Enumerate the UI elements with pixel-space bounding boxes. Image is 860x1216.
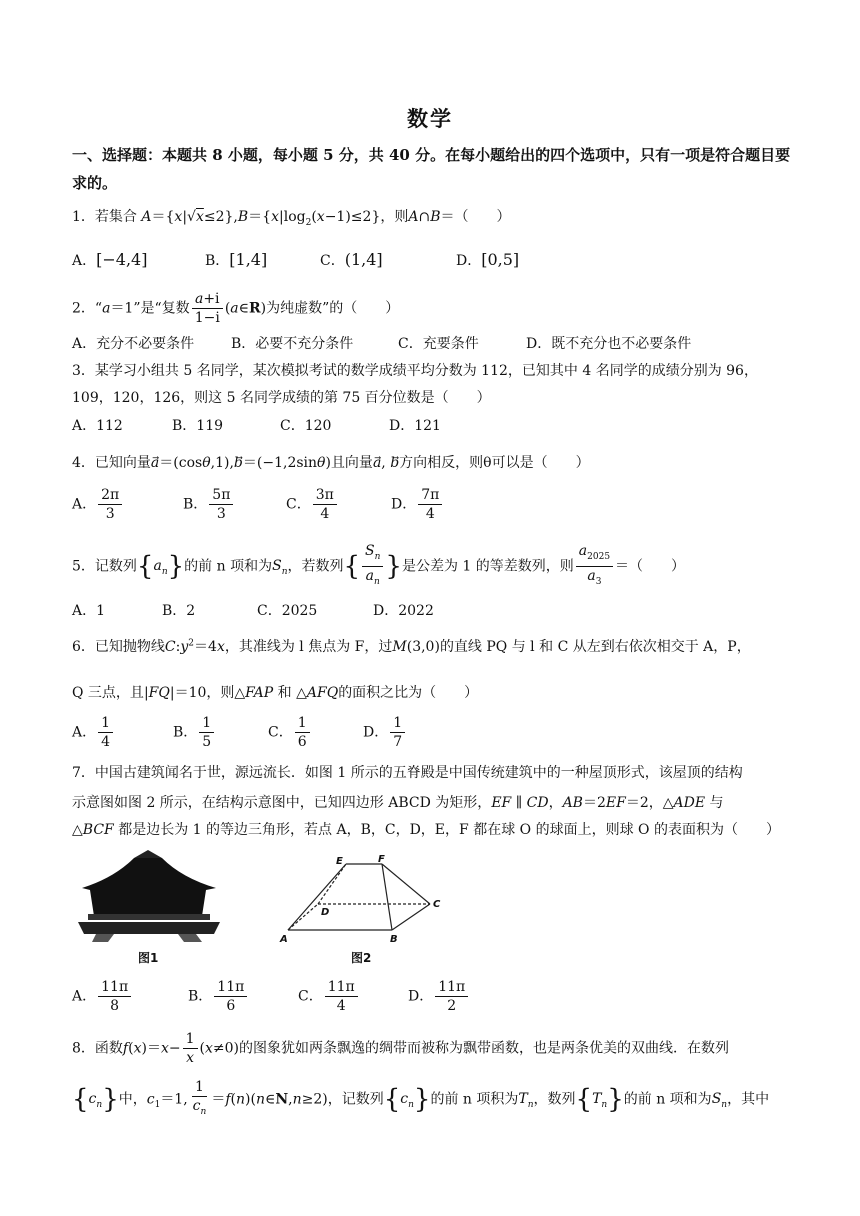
page-title: 数学	[407, 106, 453, 131]
q7-option-a[interactable]: A． $\frac{11\pi}{8}$	[72, 978, 133, 1015]
question-8-line-1: 8．函数f(x)＝x− $\frac{1}{x}$ (x≠0)的图象犹如两条飘逸的绸带而被称为飘带函数，也是两条优美的双曲线．在数列	[72, 1031, 729, 1066]
question-1: 1．若集合 $A=\{x|√x\le 2\},B=\{x|\log_2(x-1)\le 2\}$，则A∩B＝（ ）	[72, 209, 511, 228]
vertex-label-f: F	[378, 854, 385, 865]
q7-option-b[interactable]: B． $\frac{11\pi}{6}$	[188, 978, 249, 1015]
q7-option-d[interactable]: D． $\frac{11\pi}{2}$	[408, 978, 470, 1015]
q2-option-c[interactable]: C．充要条件	[398, 336, 479, 352]
q2-option-d[interactable]: D．既不充分也不必要条件	[526, 336, 692, 352]
vertex-label-a: A	[280, 934, 288, 945]
q3-option-c[interactable]: C．120	[280, 418, 332, 434]
question-8-line-2: $\{c_n\}$中，$c_1=1$, $\frac{1}{c_n}$ ＝f(n)(n∈N,n≥2)，记数列$\{c_n\}$的前 n 项积为$T_n$，数列$\{T_n\}$的前 n 项和为$S_n$，其中	[72, 1079, 770, 1117]
q1-option-a[interactable]: A．[−4,4]	[72, 250, 148, 269]
q5-option-d[interactable]: D．2022	[373, 603, 434, 619]
figure-1-roof-image	[74, 848, 222, 944]
figure-2-caption: 图2	[351, 951, 372, 965]
question-3-line-2: 109，120，126，则这 5 名同学成绩的第 75 百分位数是（ ）	[72, 390, 491, 406]
q1-option-c[interactable]: C．(1,4]	[320, 250, 383, 269]
figure-1-caption: 图1	[138, 951, 159, 965]
question-7-line-2: 示意图如图 2 所示，在结构示意图中，已知四边形 ABCD 为矩形，EF ∥ CD，AB＝2EF＝2，△ADE 与	[72, 795, 724, 811]
q2-option-b[interactable]: B．必要不充分条件	[231, 336, 354, 352]
q6-option-a[interactable]: A． $\frac{1}{4}$	[72, 714, 115, 751]
q2-option-a[interactable]: A．充分不必要条件	[72, 336, 195, 352]
question-7-line-3: △BCF 都是边长为 1 的等边三角形，若点 A，B，C，D，E，F 都在球 O 的球面上，则球 O 的表面积为（ ）	[72, 822, 780, 838]
vertex-label-c: C	[433, 899, 441, 910]
question-7-line-1: 7．中国古建筑闻名于世，源远流长．如图 1 所示的五脊殿是中国传统建筑中的一种屋顶形式，该屋顶的结构	[72, 765, 743, 781]
q6-option-d[interactable]: D． $\frac{1}{7}$	[363, 714, 407, 751]
question-5: 5．记数列$\{a_n\}$的前 n 项和为$S_n$，若数列{ $\frac{S_n}{a_n}$ }是公差为 1 的等差数列，则 $\frac{a_{2025}}{a_3}$ ＝（ ）	[72, 543, 686, 587]
vertex-label-e: E	[336, 856, 343, 867]
question-3-line-1: 3．某学习小组共 5 名同学，某次模拟考试的数学成绩平均分数为 112，已知其中 4 名同学的成绩分别为 96，	[72, 363, 758, 379]
question-6-line-1: 6．已知抛物线$C:y^2=4x$，其准线为 l 焦点为 F，过M(3,0)的直线 PQ 与 l 和 C 从左到右依次相交于 A，P，	[72, 638, 751, 655]
q1-option-d[interactable]: D．[0,5]	[456, 250, 520, 269]
vertex-label-d: D	[321, 907, 330, 918]
q3-option-a[interactable]: A．112	[72, 418, 123, 434]
q5-option-a[interactable]: A．1	[72, 603, 106, 619]
q4-option-c[interactable]: C． $\frac{3\pi}{4}$	[286, 486, 339, 523]
q4-option-d[interactable]: D． $\frac{7\pi}{4}$	[391, 486, 444, 523]
q5-option-c[interactable]: C．2025	[257, 603, 318, 619]
question-6-line-2: Q 三点，且|FQ|＝10，则△FAP 和 △AFQ的面积之比为（ ）	[72, 685, 479, 701]
section-heading: 一、选择题：本题共 8 小题，每小题 5 分，共 40 分。在每小题给出的四个选项中，只有一项是符合题目要求的。	[72, 146, 791, 192]
figure-2-diagram	[278, 852, 448, 946]
question-2: 2．“a＝1”是“复数 $\frac{a+i}{1-i}$ (a∈R)为纯虚数”的（ ）	[72, 291, 400, 326]
q4-option-a[interactable]: A． $\frac{2\pi}{3}$	[72, 486, 124, 523]
q5-option-b[interactable]: B．2	[162, 603, 196, 619]
q1-option-b[interactable]: B．[1,4]	[205, 250, 268, 269]
q7-option-c[interactable]: C． $\frac{11\pi}{4}$	[298, 978, 360, 1015]
q3-option-b[interactable]: B．119	[172, 418, 224, 434]
q4-option-b[interactable]: B． $\frac{5\pi}{3}$	[183, 486, 235, 523]
q3-option-d[interactable]: D．121	[389, 418, 441, 434]
question-4: 4．已知向量a⃗＝(cosθ,1),b⃗＝(−1,2sinθ)且向量a⃗, b方向相反，则θ可以是（ ）	[72, 455, 590, 471]
vertex-label-b: B	[390, 934, 398, 945]
q6-option-c[interactable]: C． $\frac{1}{6}$	[268, 714, 312, 751]
q6-option-b[interactable]: B． $\frac{1}{5}$	[173, 714, 216, 751]
